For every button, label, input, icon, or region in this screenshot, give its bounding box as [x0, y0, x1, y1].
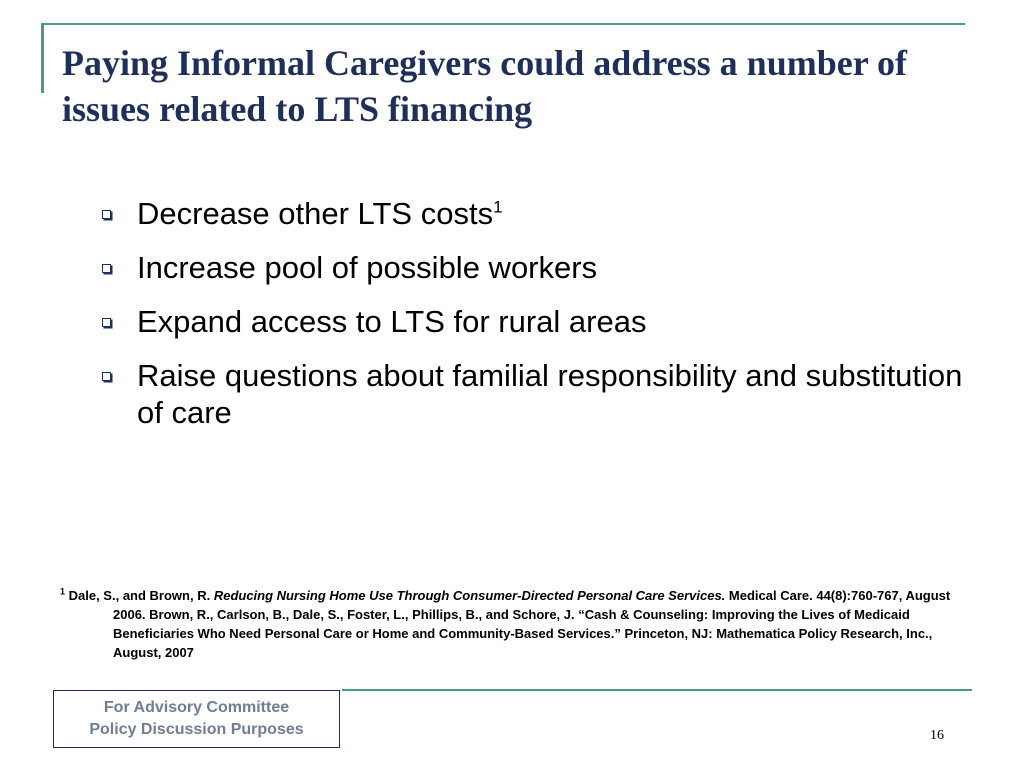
footnote-ref: 1 [493, 197, 503, 217]
footnote-title: Reducing Nursing Home Use Through Consumer-Directed Personal Care Services. [213, 588, 726, 603]
bullet-item [100, 357, 980, 431]
left-accent-line [41, 23, 44, 93]
bullet-text: Decrease other LTS costs [137, 196, 494, 231]
bullet-list [100, 195, 980, 448]
bottom-divider-line [342, 689, 972, 691]
top-divider-line [41, 23, 965, 25]
bullet-text: Expand access to LTS for rural areas [137, 304, 647, 339]
bullet-text: Increase pool of possible workers [137, 250, 598, 285]
advisory-footer-box [53, 690, 340, 748]
square-bullet-icon [102, 318, 111, 327]
bullet-item [100, 249, 980, 286]
bullet-item [100, 195, 980, 232]
page-number: 16 [930, 728, 944, 743]
footnote-citation: Medical Care. 44(8):760-767, August 2006. Brown, R., Carlson, B., Dale, S., Foster, L., Phillips, B., and Schore, J. “Cash & Counseling: Improving the Lives of Medicaid Beneficiaries Who Need Personal Care or Home and Community-Based Services.” Princeton, NJ: Mathematica Policy Research, Inc., August, 2007 [113, 588, 951, 660]
bullet-text: Raise questions about familial responsibility and substitution of care [137, 358, 963, 430]
footnote-text [60, 586, 960, 662]
footer-line-1: For Advisory Committee [103, 699, 290, 716]
footer-line-2: Policy Discussion Purposes [89, 721, 304, 738]
footnote [60, 586, 960, 662]
square-bullet-icon [102, 210, 111, 219]
square-bullet-icon [102, 372, 111, 381]
footnote-marker: 1 [60, 586, 66, 597]
footnote-authors: Dale, S., and Brown, R. [65, 588, 214, 603]
slide-title: Paying Informal Caregivers could address a number of issues related to LTS financing [62, 43, 908, 129]
square-bullet-icon [102, 264, 111, 273]
bullet-item [100, 303, 980, 340]
